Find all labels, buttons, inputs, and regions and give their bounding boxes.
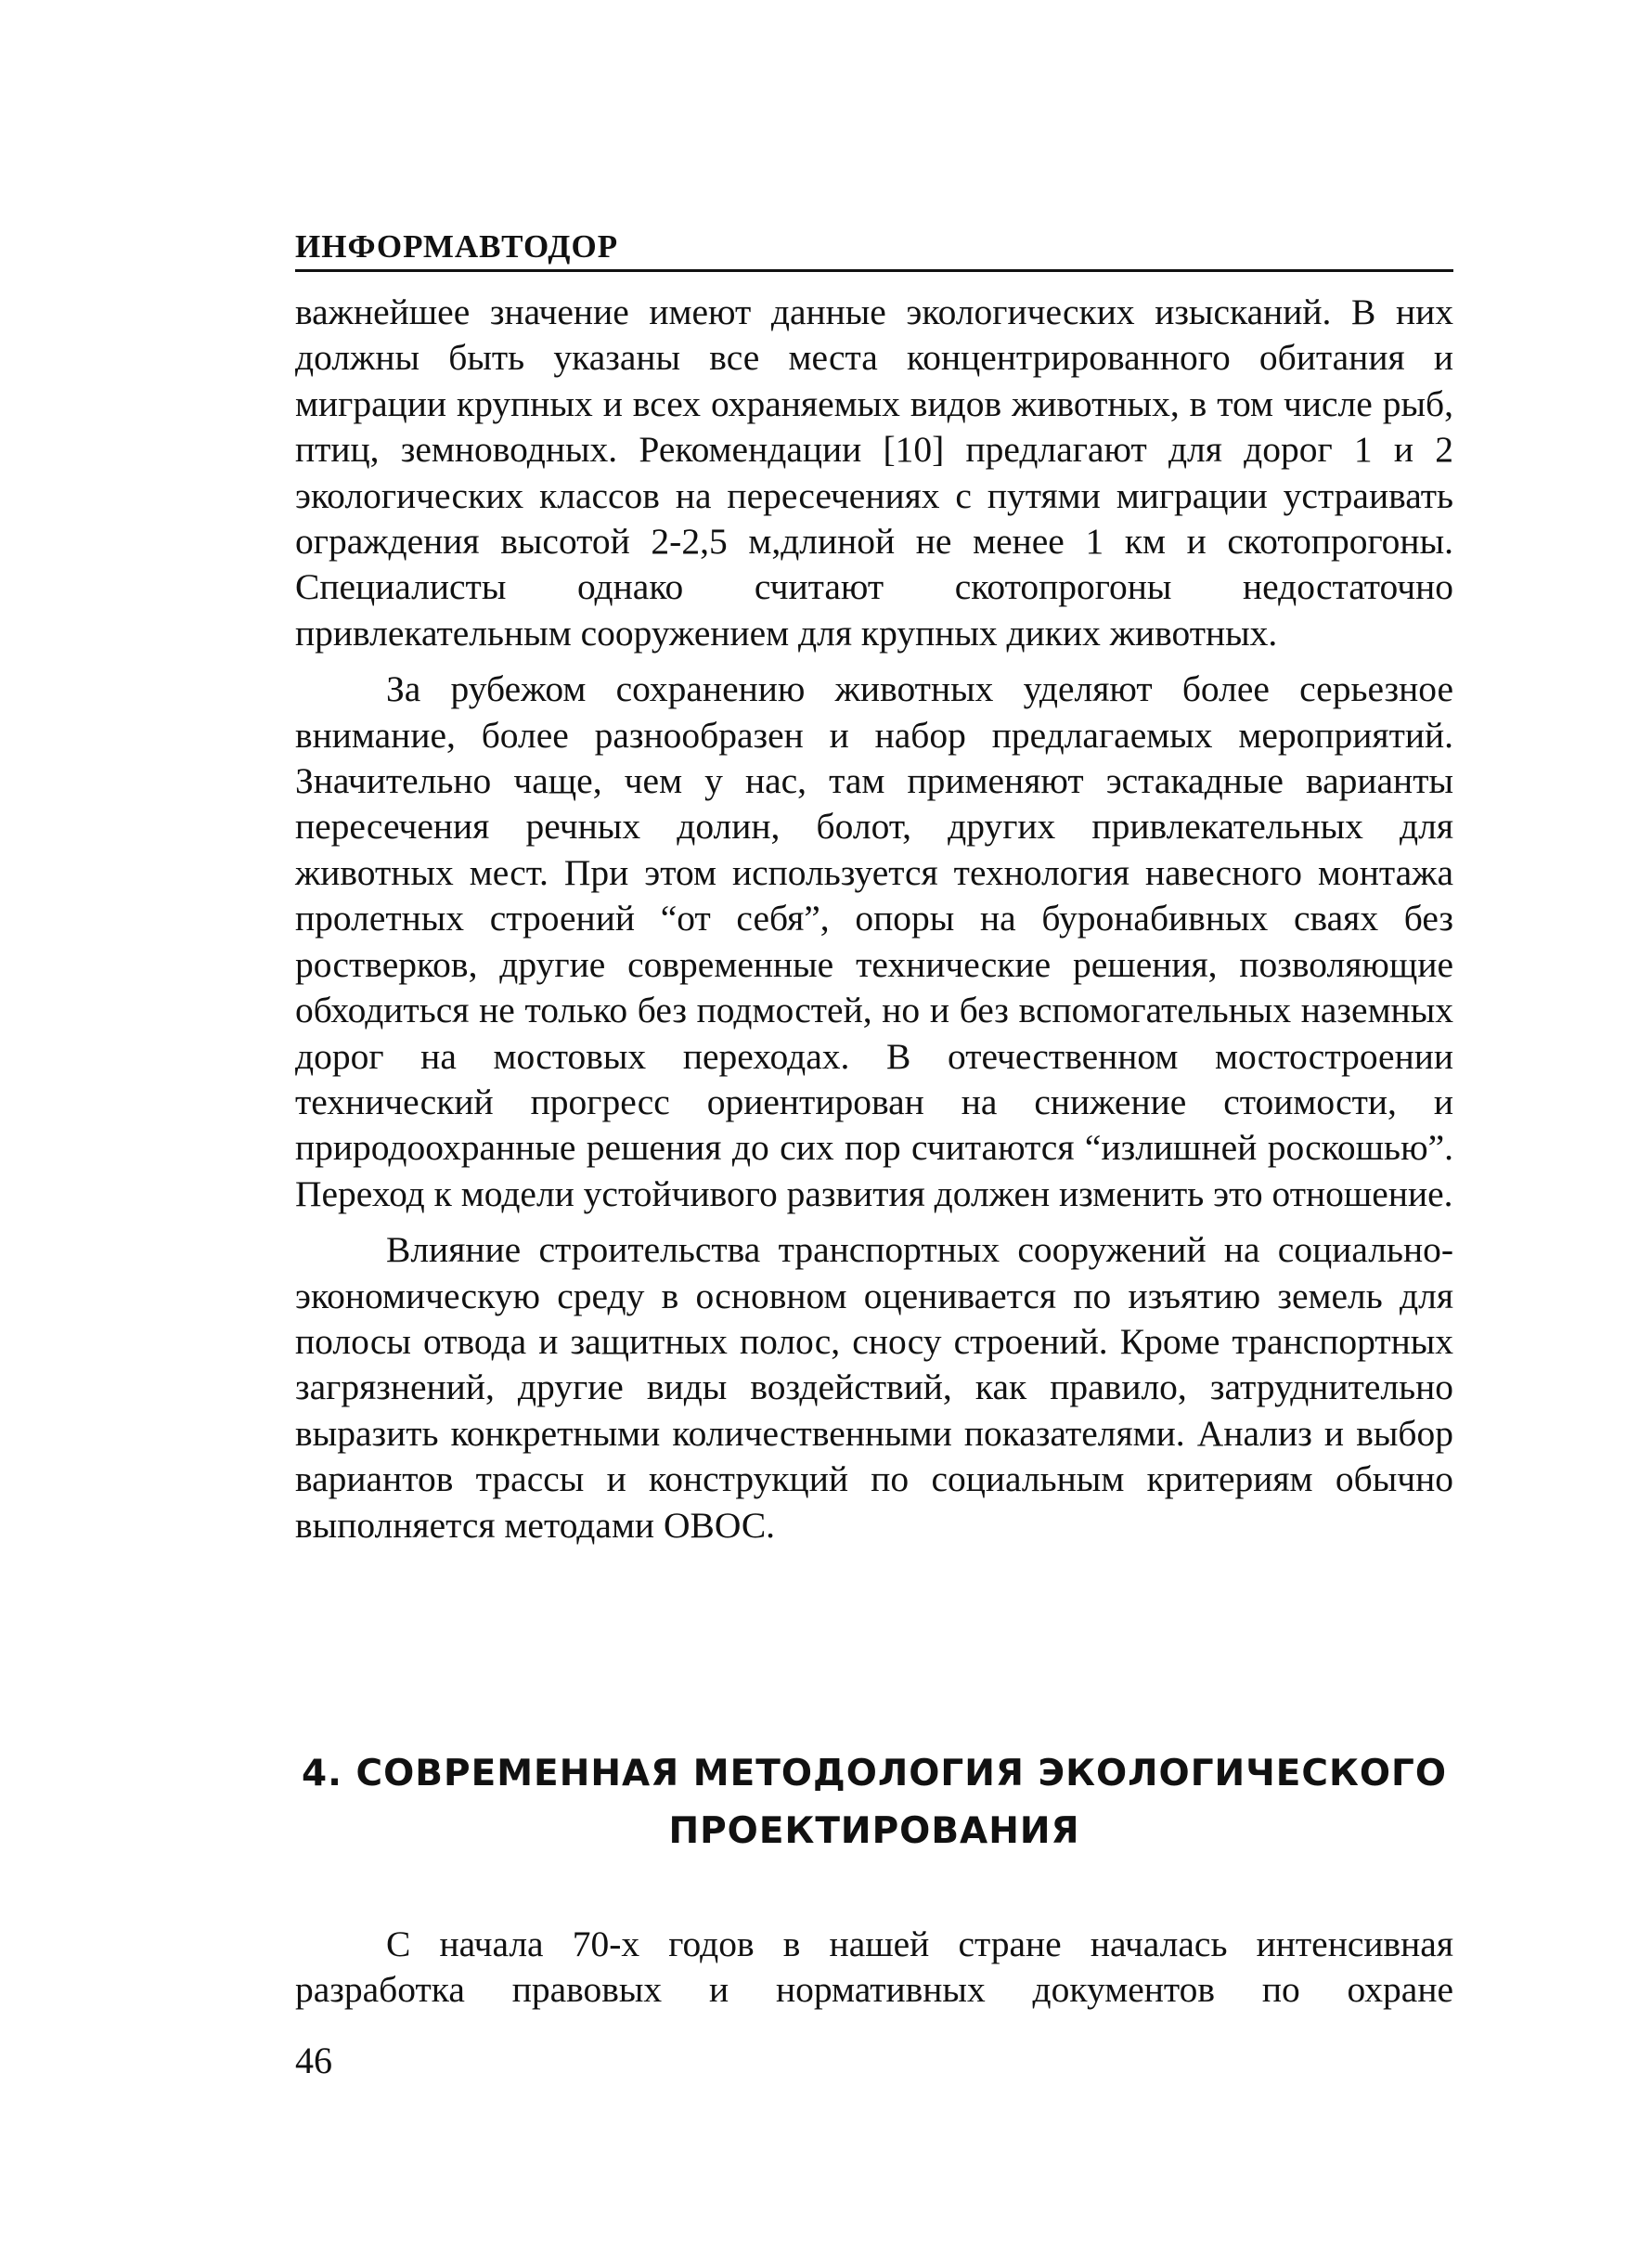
section-heading	[295, 1745, 1453, 1860]
page-number: 46	[295, 2040, 332, 2081]
section-text-block	[295, 1922, 1453, 2014]
running-head-title: ИНФОРМАВТОДОР	[295, 228, 619, 265]
paragraph-social-impact: Влияние строительства транспортных сооружений на социально-экономическую среду в основном оценивается по изъятию земель для полосы отвода и защитных полос, сносу строений. Кроме транспортных загрязнений, другие виды воздействий, как правило, затруднительно выразить конкретными количественными показателями. Анализ и выбор вариантов трассы и конструкций по социальным критериям обычно выполняется методами ОВОС.	[295, 1229, 1453, 1546]
main-text-block	[295, 290, 1453, 1548]
paragraph-continued: важнейшее значение имеют данные экологических изысканий. В них должны быть указаны все места концентрированного обитания и миграции крупных и всех охраняемых видов животных, в том числе рыб, птиц, земноводных. Рекомендации [10] предлагают для дорог 1 и 2 экологических классов на пересечениях с путями миграции устраивать ограждения высотой 2-2,5 м,длиной не менее 1 км и скотопрогоны. Специалисты однако считают скотопрогоны недостаточно привлекательным сооружением для крупных диких животных.	[295, 291, 1453, 654]
section-heading-line-1: 4. СОВРЕМЕННАЯ МЕТОДОЛОГИЯ ЭКОЛОГИЧЕСКОГО	[301, 1753, 1448, 1794]
section-heading-line-2: ПРОЕКТИРОВАНИЯ	[668, 1810, 1080, 1852]
section-first-paragraph: С начала 70-х годов в нашей стране началась интенсивная разработка правовых и нормативных документов по охране	[295, 1924, 1453, 2011]
header-rule	[295, 269, 1453, 272]
paragraph-abroad: За рубежом сохранению животных уделяют более серьезное внимание, более разнообразен и набор предлагаемых мероприятий. Значительно чаще, чем у нас, там применяют эстакадные варианты пересечения речных долин, болот, других привлекательных для животных мест. При этом используется технология навесного монтажа пролетных строений “от себя”, опоры на буронабивных сваях без ростверков, другие современные технические решения, позволяющие обходиться не только без подмостей, но и без вспомогательных наземных дорог на мостовых переходах. В отечественном мостостроении технический прогресс ориентирован на снижение стоимости, и природоохранные решения до сих пор считаются “излишней роскошью”. Переход к модели устойчивого развития должен изменить это отношение.	[295, 668, 1453, 1214]
